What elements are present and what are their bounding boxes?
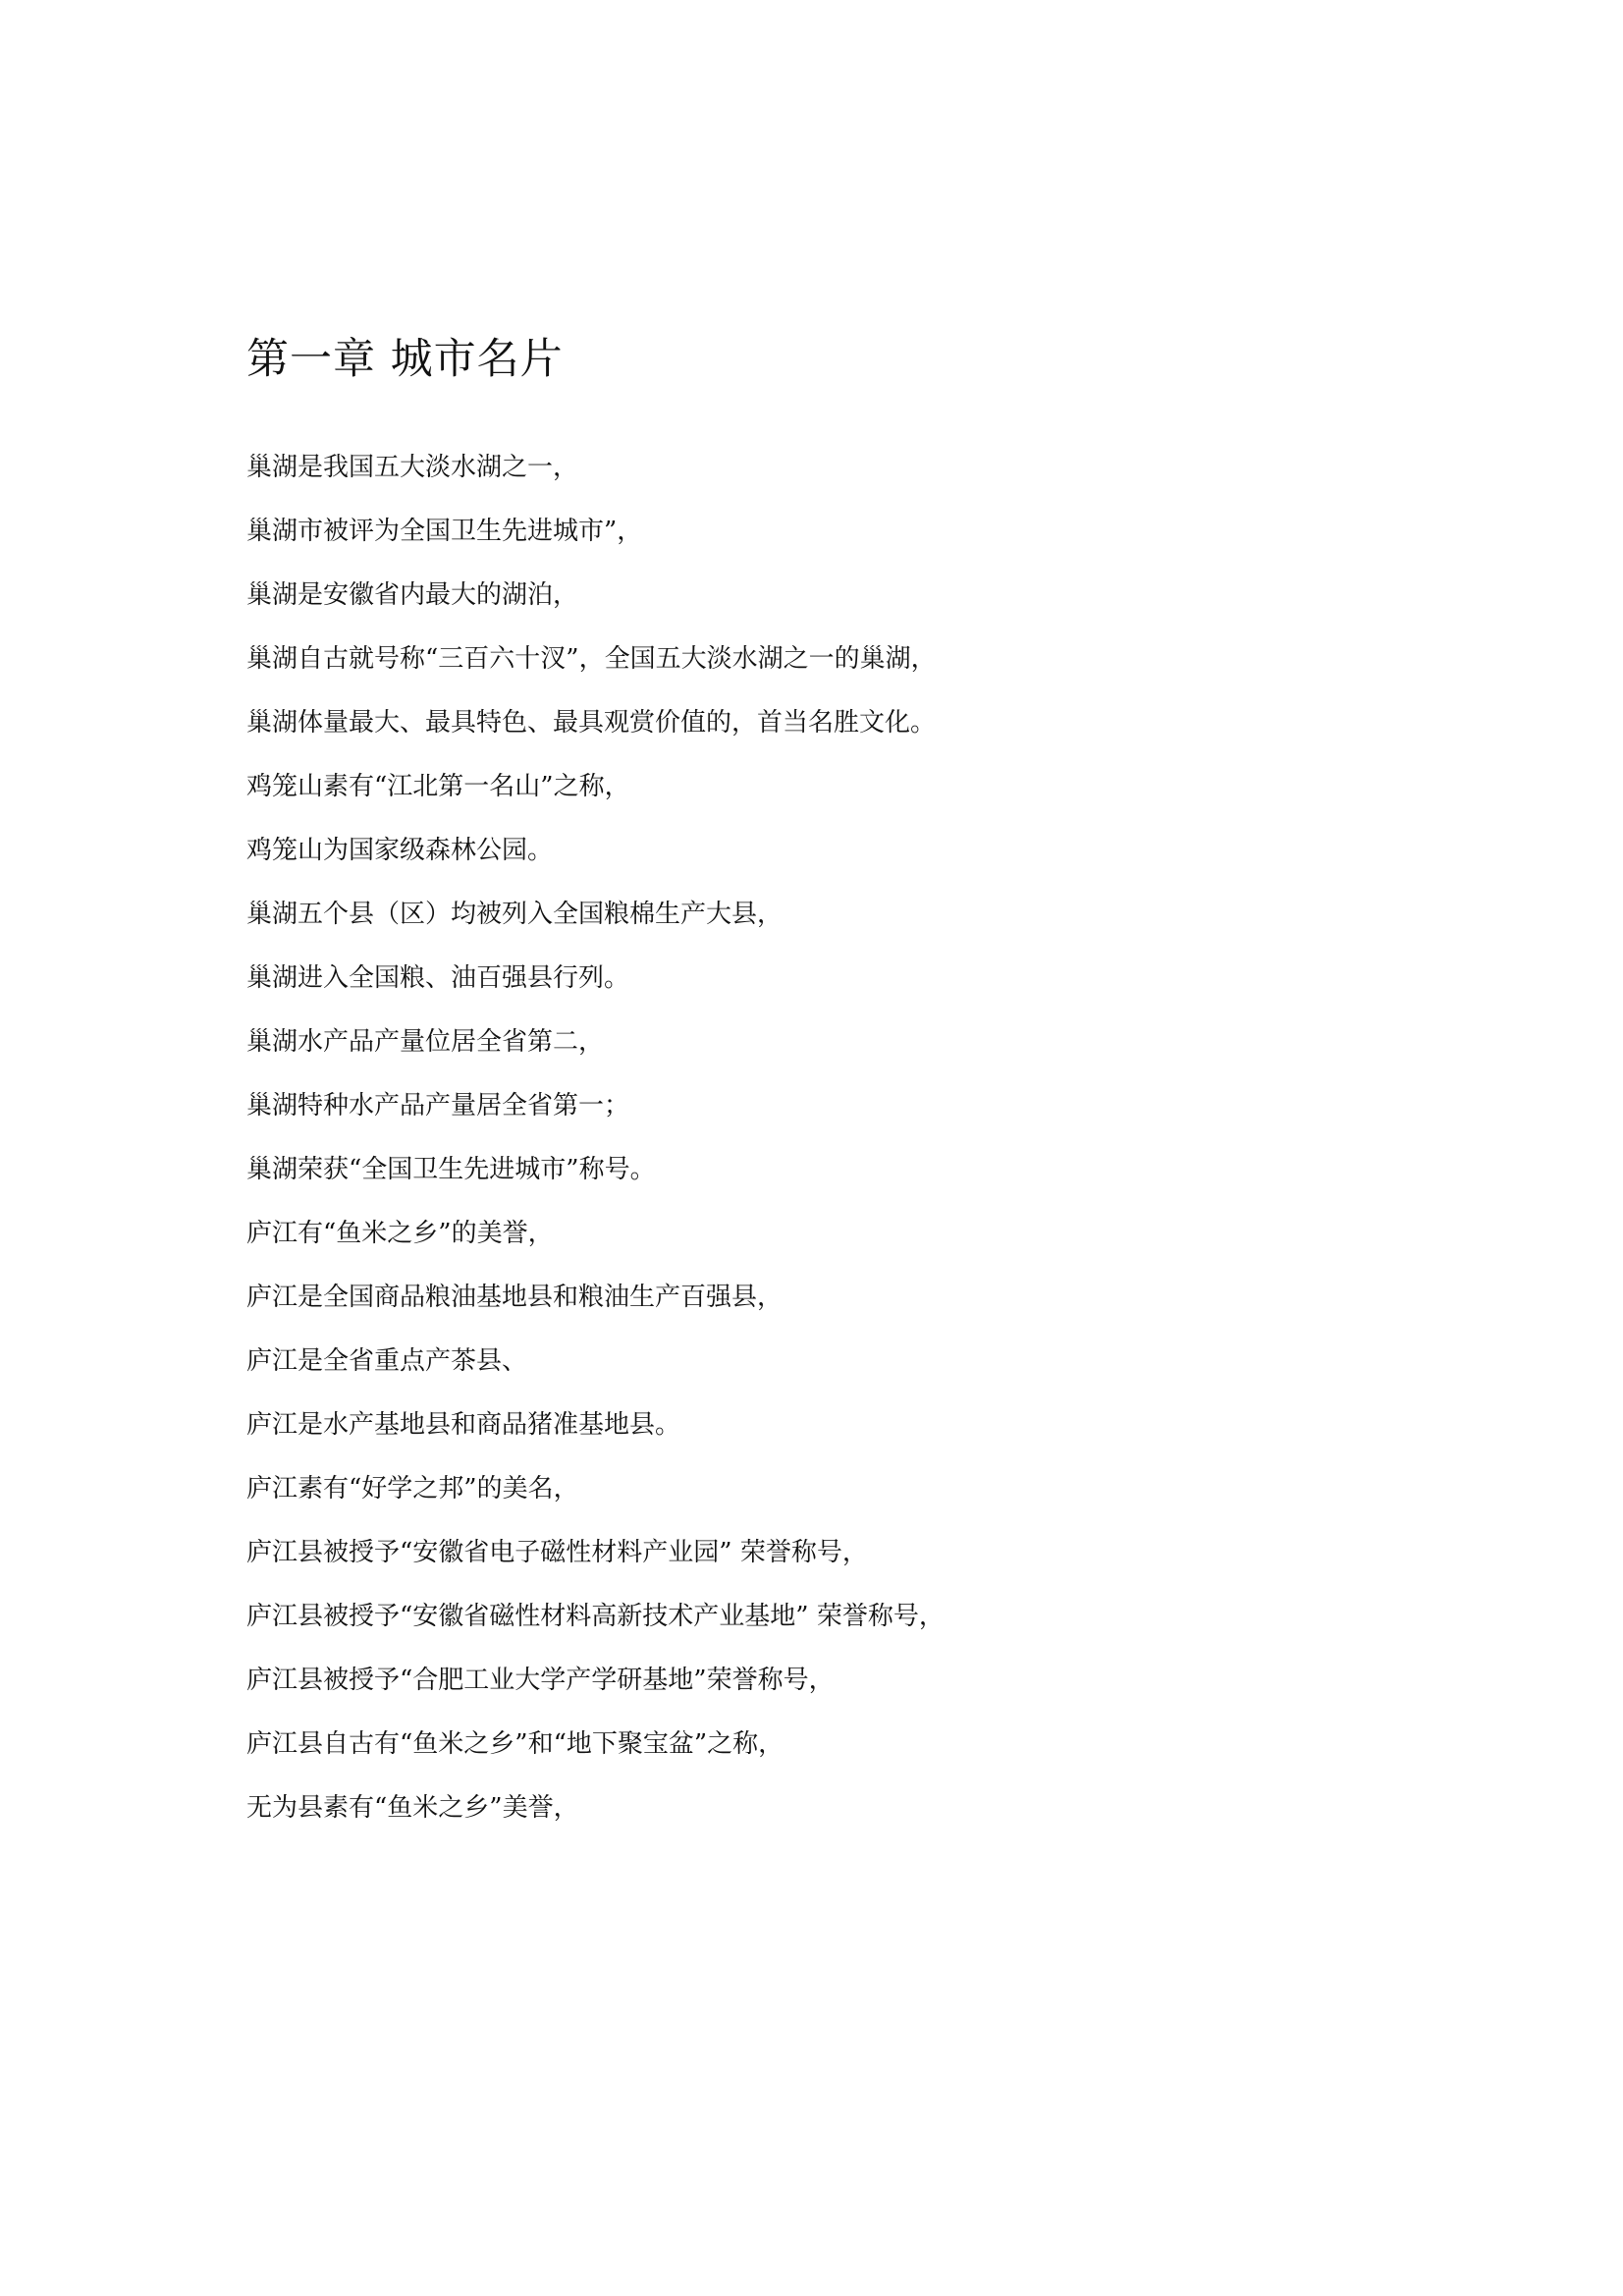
text-line: 巢湖是我国五大淡水湖之一， [246,453,579,482]
text-line: 鸡笼山素有“江北第一名山”之称， [246,772,630,801]
text-line: 巢湖水产品产量位居全省第二， [246,1027,605,1057]
text-line: 庐江是水产基地县和商品猪准基地县。 [246,1410,681,1440]
text-line: 巢湖特种水产品产量居全省第一； [246,1091,630,1121]
body-text [246,448,945,1852]
text-line: 巢湖是安徽省内最大的湖泊， [246,580,579,610]
text-line: 庐江有“鱼米之乡”的美誉， [246,1219,554,1248]
text-line: 无为县素有“鱼米之乡”美誉， [246,1793,579,1823]
text-line: 庐江县被授予“安徽省电子磁性材料产业园” 荣誉称号， [246,1538,868,1567]
text-line: 鸡笼山为国家级森林公园。 [246,836,554,865]
text-line: 庐江县被授予“安徽省磁性材料高新技术产业基地” 荣誉称号， [246,1602,945,1631]
text-line: 巢湖进入全国粮、油百强县行列。 [246,963,630,993]
text-line: 庐江是全国商品粮油基地县和粮油生产百强县， [246,1283,784,1312]
text-line: 庐江县被授予“合肥工业大学产学研基地”荣誉称号， [246,1666,835,1695]
text-line: 庐江县自古有“鱼米之乡”和“地下聚宝盆”之称， [246,1729,784,1759]
chapter-title: 第一章 城市名片 [246,335,564,384]
text-line: 巢湖自古就号称“三百六十汊”，全国五大淡水湖之一的巢湖， [246,644,937,674]
text-line: 庐江是全省重点产茶县、 [246,1346,528,1376]
text-line: 巢湖荣获“全国卫生先进城市”称号。 [246,1155,656,1184]
text-line: 巢湖五个县（区）均被列入全国粮棉生产大县， [246,900,784,929]
text-line: 庐江素有“好学之邦”的美名， [246,1474,579,1503]
text-line: 巢湖市被评为全国卫生先进城市”， [246,517,643,546]
text-line: 巢湖体量最大、最具特色、最具观赏价值的，首当名胜文化。 [246,708,937,738]
